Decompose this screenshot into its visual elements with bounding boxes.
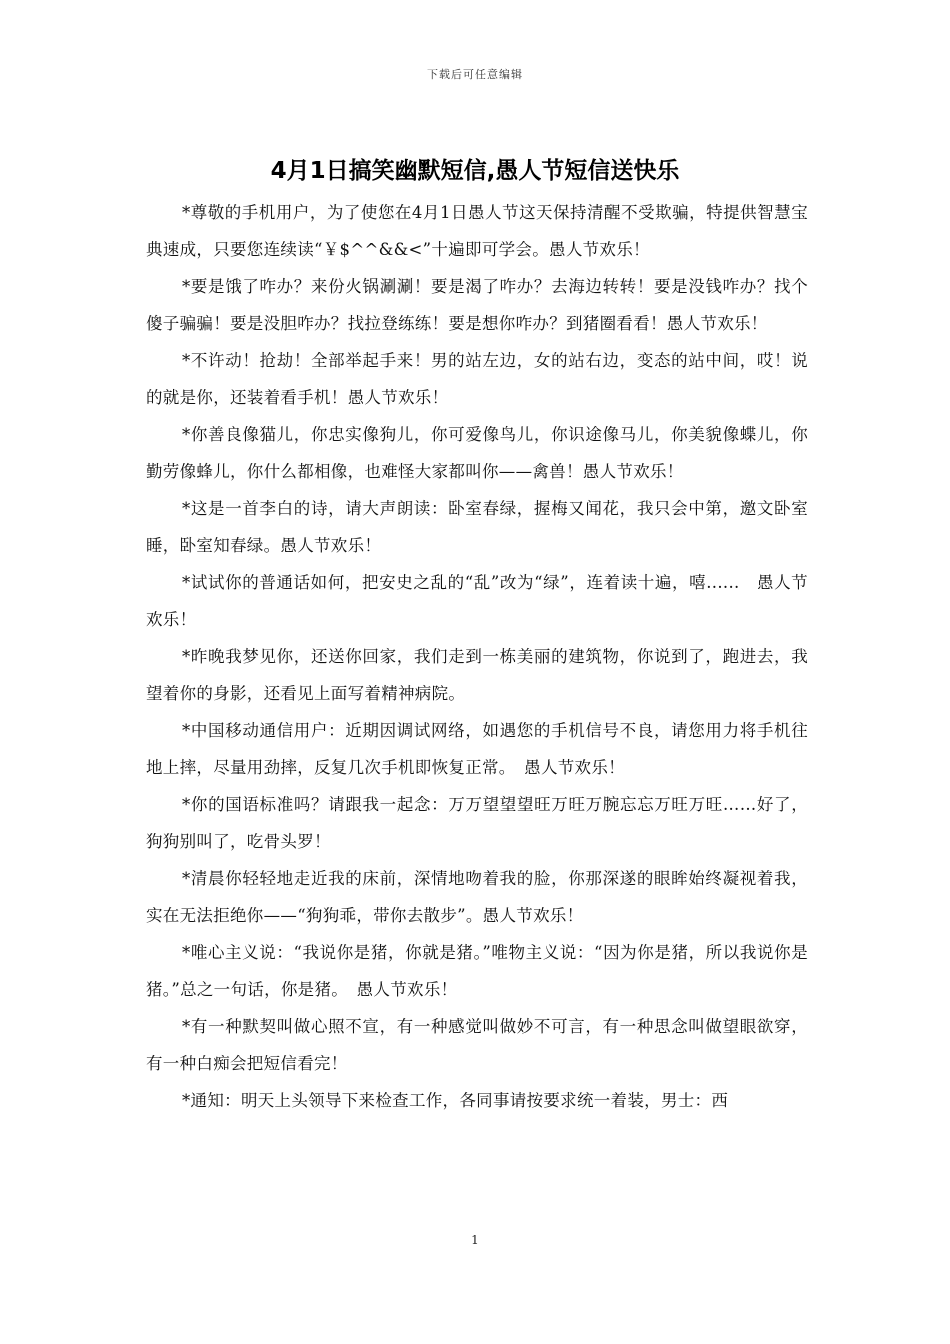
paragraph: *清晨你轻轻地走近我的床前，深情地吻着我的脸，你那深遂的眼眸始终凝视着我，实在无法拒绝你——“狗狗乖，带你去散步”。愚人节欢乐！ bbox=[146, 869, 808, 925]
paragraph: *唯心主义说：“我说你是猪，你就是猪。”唯物主义说：“因为你是猪，所以我说你是猪。”总之一句话，你是猪。 愚人节欢乐！ bbox=[146, 943, 808, 999]
page-header-note: 下载后可任意编辑 bbox=[427, 68, 523, 81]
paragraph: *试试你的普通话如何，把安史之乱的“乱”改为“绿”，连着读十遍，嘻...... 愚人节欢乐！ bbox=[146, 573, 808, 629]
paragraph: *你善良像猫儿，你忠实像狗儿，你可爱像鸟儿，你识途像马儿，你美貌像蝶儿，你勤劳像蜂儿，你什么都相像，也难怪大家都叫你——禽兽！愚人节欢乐！ bbox=[146, 425, 808, 481]
document-body bbox=[146, 194, 808, 1119]
document-title: 4月1日搞笑幽默短信,愚人节短信送快乐 bbox=[270, 158, 680, 184]
paragraph: *不许动！抢劫！全部举起手来！男的站左边，女的站右边，变态的站中间，哎！说的就是你，还装着看手机！愚人节欢乐！ bbox=[146, 351, 808, 407]
paragraph: *通知：明天上头领导下来检查工作，各同事请按要求统一着装，男士：西 bbox=[182, 1091, 729, 1110]
paragraph: *尊敬的手机用户，为了使您在4月1日愚人节这天保持清醒不受欺骗，特提供智慧宝典速成，只要您连续读“￥$^^&&<”十遍即可学会。愚人节欢乐！ bbox=[146, 203, 808, 259]
paragraph: *要是饿了咋办？来份火锅涮涮！要是渴了咋办？去海边转转！要是没钱咋办？找个傻子骗骗！要是没胆咋办？找拉登练练！要是想你咋办？到猪圈看看！愚人节欢乐！ bbox=[146, 277, 808, 333]
paragraph: *这是一首李白的诗，请大声朗读：卧室春绿，握梅又闻花，我只会中第，邀文卧室睡，卧室知春绿。愚人节欢乐！ bbox=[146, 499, 808, 555]
paragraph: *你的国语标准吗？请跟我一起念：万万望望望旺万旺万腕忘忘万旺万旺……好了，狗狗别叫了，吃骨头罗！ bbox=[146, 795, 808, 851]
paragraph: *中国移动通信用户：近期因调试网络，如遇您的手机信号不良，请您用力将手机往地上摔，尽量用劲摔，反复几次手机即恢复正常。 愚人节欢乐！ bbox=[146, 721, 808, 777]
page-number: 1 bbox=[471, 1233, 479, 1247]
paragraph: *昨晚我梦见你，还送你回家，我们走到一栋美丽的建筑物，你说到了，跑进去，我望着你的身影，还看见上面写着精神病院。 bbox=[146, 647, 808, 703]
paragraph: *有一种默契叫做心照不宣，有一种感觉叫做妙不可言，有一种思念叫做望眼欲穿，有一种白痴会把短信看完！ bbox=[146, 1017, 808, 1073]
